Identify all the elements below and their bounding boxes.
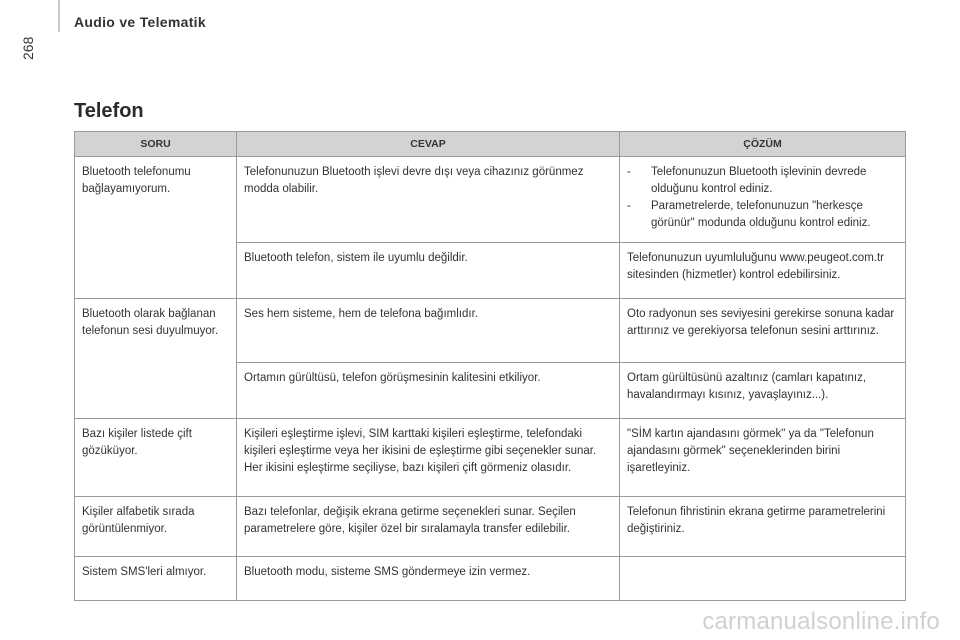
question-cell: Bazı kişiler listede çift gözüküyor. [75,419,237,497]
answer-cell: Bazı telefonlar, değişik ekrana getirme seçenekleri sunar. Seçilen parametrelere göre, kişiler özel bir sıralamayla transfer edilebilir. [237,497,620,557]
table-row [75,299,906,363]
solution-cell: Ortam gürültüsünü azaltınız (camları kapatınız, havalandırmayı kısınız, yavaşlayınız...). [620,363,906,419]
troubleshooting-table [74,131,906,601]
answer-cell: Ses hem sisteme, hem de telefona bağımlıdır. [237,299,620,363]
solution-item-text: Parametrelerde, telefonunuzun "herkesçe görünür" modunda olduğunu kontrol ediniz. [651,200,871,229]
question-cell: Kişiler alfabetik sırada görüntülenmiyor. [75,497,237,557]
question-cell: Bluetooth olarak bağlanan telefonun sesi duyulmuyor. [75,299,237,419]
solution-item-text: Telefonunuzun Bluetooth işlevinin devrede olduğunu kontrol ediniz. [651,166,867,195]
question-cell: Bluetooth telefonumu bağlayamıyorum. [75,157,237,299]
solution-cell: Telefonun fihristinin ekrana getirme parametrelerini değiştiriniz. [620,497,906,557]
column-header-solution: ÇÖZÜM [620,132,906,157]
table-header-row [75,132,906,157]
solution-cell [620,157,906,243]
column-header-answer: CEVAP [237,132,620,157]
column-header-question: SORU [75,132,237,157]
answer-cell: Ortamın gürültüsü, telefon görüşmesinin kalitesini etkiliyor. [237,363,620,419]
page-number: 268 [20,36,36,60]
solution-list-item: - Parametrelerde, telefonunuzun "herkesçe görünür" modunda olduğunu kontrol ediniz. [627,198,898,232]
solution-cell: "SİM kartın ajandasını görmek" ya da "Telefonun ajandasını görmek" seçeneklerinden birini işaretleyiniz. [620,419,906,497]
table-row [75,157,906,243]
header-title: Audio ve Telematik [74,14,206,30]
solution-cell: Oto radyonun ses seviyesini gerekirse sonuna kadar arttırınız ve gerekiyorsa telefonun sesini arttırınız. [620,299,906,363]
solution-cell: Telefonunuzun uyumluluğunu www.peugeot.com.tr sitesinden (hizmetler) kontrol edebilirsiniz. [620,243,906,299]
answer-cell: Kişileri eşleştirme işlevi, SIM karttaki kişileri eşleştirme, telefondaki kişileri eşleştirme veya her ikisini de eşleştirme gibi seçenekler sunar. Her ikisini eşleştirme seçiliyse, bazı kişileri çift görmeniz olasıdır. [237,419,620,497]
answer-cell: Telefonunuzun Bluetooth işlevi devre dışı veya cihazınız görünmez modda olabilir. [237,157,620,243]
table-row [75,419,906,497]
watermark: carmanualsonline.info [702,608,940,635]
answer-cell: Bluetooth telefon, sistem ile uyumlu değildir. [237,243,620,299]
table-row [75,497,906,557]
solution-list-item: - Telefonunuzun Bluetooth işlevinin devrede olduğunu kontrol ediniz. [627,164,898,198]
solution-cell [620,557,906,601]
table-row [75,557,906,601]
question-cell: Sistem SMS'leri almıyor. [75,557,237,601]
header-divider [58,0,60,32]
answer-cell: Bluetooth modu, sisteme SMS göndermeye izin vermez. [237,557,620,601]
section-title: Telefon [74,100,144,122]
